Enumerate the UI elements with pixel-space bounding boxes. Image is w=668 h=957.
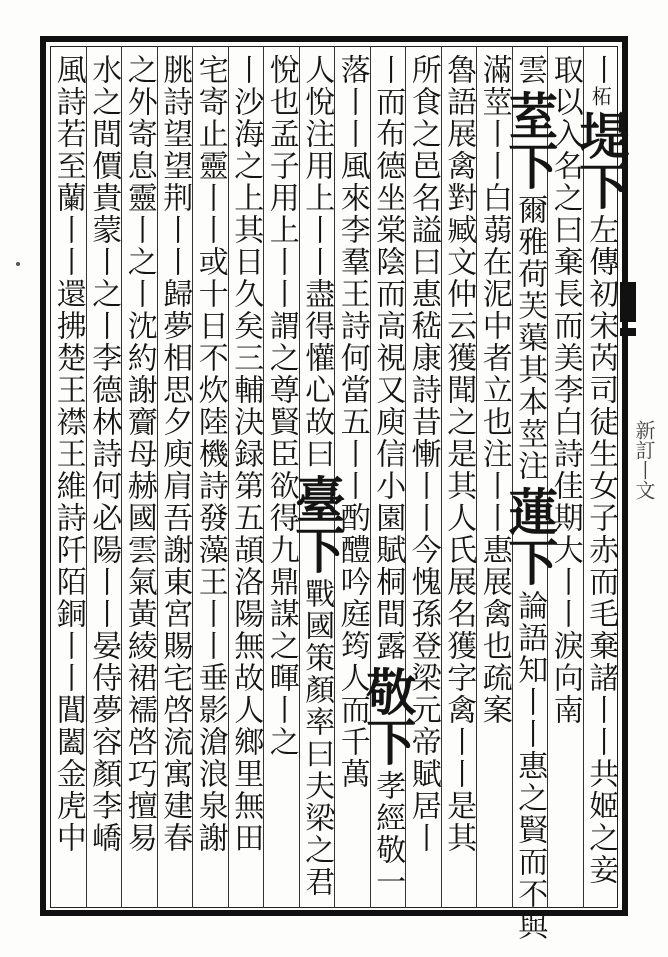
column-text: 之外寄息靈丨之丨沈約謝齎母赫國雲氣黃綾裙襦啓巧擅易 xyxy=(121,54,157,854)
column-text: 戰國策顏率曰夫梁之君 xyxy=(299,578,335,898)
column-text: 魯語展禽對臧文仲云獲聞之是其人氏展名獲字禽丨丨是其 xyxy=(441,54,477,854)
column-text: 人悅注用上丨丨盡得懽心故曰 xyxy=(299,54,335,470)
column-text: 莖丨丨白蒻在泥中者 xyxy=(476,86,512,374)
column-text: 落丨丨風來李羣王詩何當五丨丨酌醴吟庭筠 xyxy=(334,54,370,662)
entry-heading: 荎下 xyxy=(500,90,560,190)
column-text: 宅寄止靈丨丨或十日不炊陸機詩發藻王丨丨垂影滄浪泉謝 xyxy=(192,54,228,854)
column-text: 風詩若至蘭丨丨還拂楚王襟王維詩阡陌銅丨丨閶闔金虎中 xyxy=(50,54,86,854)
column-text: 水之間價貴蒙丨之丨李德林詩何必陽丨丨晏侍夢容顏李嶠 xyxy=(86,54,122,854)
entry-heading: 堤下 xyxy=(571,110,631,210)
column-text: 滿 xyxy=(476,54,512,86)
column-text: 所食之邑名謚曰惠嵇康詩昔慚丨丨今愧孫登梁元帝賦居丨 xyxy=(405,54,441,854)
column-text: 丨而布德坐棠陰而高視又庾信小園賦桐間露 xyxy=(370,54,406,662)
edge-mark: 新訂丨文 xyxy=(632,420,656,500)
column-text: 丨沙海之上其日久矣三輔決録第五頡洛陽無故人鄉里無田 xyxy=(228,54,264,854)
column-text: 人而千萬 xyxy=(334,662,370,790)
column-text: 悅也孟子用上丨丨謂之尊賢 xyxy=(263,54,299,438)
column-text: 取以入名之曰棄長而美李白詩佳期大丨丨淚向南 xyxy=(547,54,583,726)
column-text: 左傳初宋芮司徒生女子赤而毛棄諸丨丨共姬之妾 xyxy=(583,214,619,886)
column-text: 立也注丨丨惠展禽也疏案 xyxy=(476,374,512,726)
entry-heading: 臺下 xyxy=(287,474,347,574)
edge-tab xyxy=(620,282,636,322)
column-text: 柘 xyxy=(588,86,613,106)
edge-tab-small xyxy=(620,328,636,336)
column-text: 雲 xyxy=(512,54,548,86)
column-text: 臣欲得九鼎謀之暉丨之 xyxy=(263,438,299,758)
column-text: 論語知丨丨惠之賢而不與 xyxy=(512,590,548,942)
column-text: 爾雅荷芙蕖其本莖注 xyxy=(512,194,548,482)
text-column xyxy=(44,54,92,904)
entry-heading: 蓮下 xyxy=(500,486,560,586)
entry-heading: 敬下 xyxy=(358,666,418,766)
ink-speck xyxy=(16,262,20,266)
column-text: 朓詩望望荆丨丨歸夢相思夕庾肩吾謝東宮賜宅啓流寓建春 xyxy=(157,54,193,854)
column-text: 孝經敬一 xyxy=(370,770,406,898)
column-text: 丨 xyxy=(583,54,619,86)
